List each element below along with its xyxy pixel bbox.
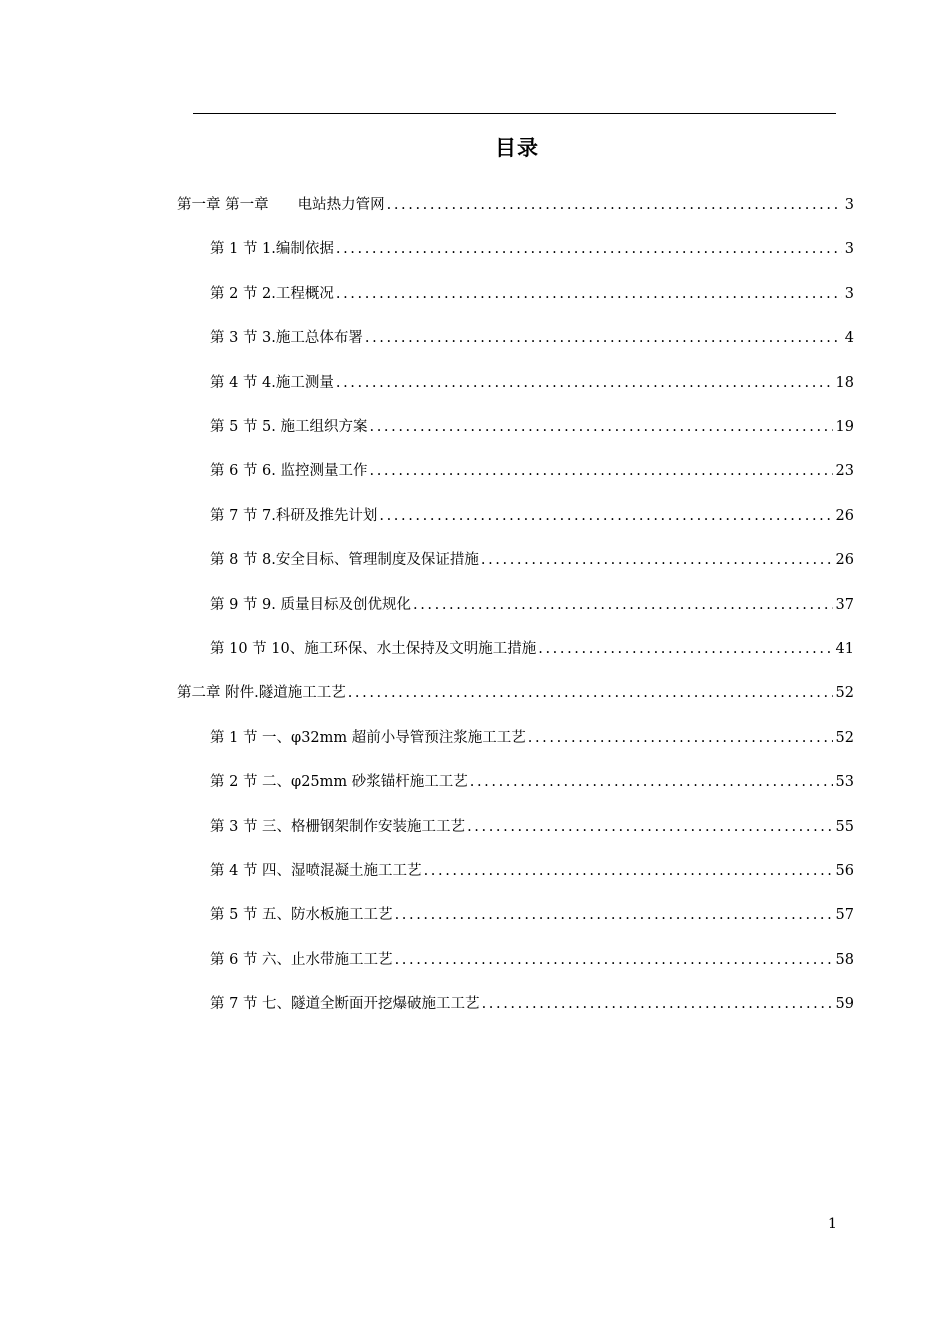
toc-dot-leader bbox=[348, 682, 833, 704]
toc-entry-label: 第 5 节 五、防水板施工工艺 bbox=[210, 907, 393, 924]
toc-dot-leader bbox=[467, 816, 832, 838]
toc-dot-leader bbox=[481, 549, 833, 571]
toc-entry-label: 第 4 节 四、湿喷混凝土施工工艺 bbox=[210, 863, 422, 879]
toc-entry-page: 3 bbox=[844, 241, 854, 258]
toc-dot-leader bbox=[387, 194, 842, 216]
toc-entry-page: 23 bbox=[835, 463, 854, 480]
toc-dot-leader bbox=[424, 860, 833, 882]
toc-section-entry[interactable] bbox=[210, 860, 854, 882]
toc-entry-label: 第 6 节 6. 监控测量工作 bbox=[210, 463, 368, 480]
toc-entry-label: 第 1 节 1.编制依据 bbox=[210, 241, 334, 258]
toc-entry-label: 第 7 节 7.科研及推先计划 bbox=[210, 507, 378, 524]
toc-entry-label: 第二章 附件.隧道施工工艺 bbox=[177, 685, 346, 702]
toc-entry-page: 26 bbox=[835, 552, 854, 569]
toc-section-entry[interactable] bbox=[210, 460, 854, 482]
toc-entry-page: 52 bbox=[835, 729, 854, 746]
toc-dot-leader bbox=[336, 372, 833, 394]
toc-section-entry[interactable] bbox=[210, 638, 854, 660]
toc-dot-leader bbox=[336, 283, 842, 305]
toc-chapter-entry[interactable] bbox=[177, 194, 854, 216]
toc-entry-label: 第 9 节 9. 质量目标及创优规化 bbox=[210, 596, 411, 613]
toc-dot-leader bbox=[370, 416, 833, 438]
toc-entry-label: 第 2 节 二、φ25mm 砂浆锚杆施工工艺 bbox=[210, 774, 468, 791]
toc-section-entry[interactable] bbox=[210, 283, 854, 305]
toc-section-entry[interactable] bbox=[210, 416, 854, 438]
toc-dot-leader bbox=[538, 638, 832, 660]
toc-dot-leader bbox=[379, 505, 832, 527]
toc-section-entry[interactable] bbox=[210, 993, 854, 1015]
toc-entry-label: 第 10 节 10、施工环保、水土保持及文明施工措施 bbox=[210, 641, 537, 657]
toc-dot-leader bbox=[336, 238, 842, 260]
toc-entry-page: 55 bbox=[835, 818, 854, 835]
toc-entry-page: 58 bbox=[835, 951, 854, 968]
toc-entry-page: 41 bbox=[835, 641, 854, 657]
toc-entry-label: 第 5 节 5. 施工组织方案 bbox=[210, 419, 368, 435]
toc-entry-page: 26 bbox=[835, 507, 854, 524]
toc-chapter-entry[interactable] bbox=[177, 682, 854, 704]
toc-entry-label: 第 7 节 七、隧道全断面开挖爆破施工工艺 bbox=[210, 996, 480, 1013]
toc-dot-leader bbox=[413, 594, 833, 616]
toc-section-entry[interactable] bbox=[210, 816, 854, 838]
toc-entry-page: 3 bbox=[844, 197, 854, 213]
toc-section-entry[interactable] bbox=[210, 238, 854, 260]
toc-entry-page: 37 bbox=[835, 596, 854, 613]
toc-section-entry[interactable] bbox=[210, 904, 854, 926]
toc-entry-label: 第 8 节 8.安全目标、管理制度及保证措施 bbox=[210, 552, 479, 569]
toc-dot-leader bbox=[365, 327, 842, 349]
toc-entry-page: 19 bbox=[835, 419, 854, 435]
toc-section-entry[interactable] bbox=[210, 372, 854, 394]
toc-dot-leader bbox=[528, 727, 833, 749]
toc-section-entry[interactable] bbox=[210, 771, 854, 793]
toc-entry-page: 4 bbox=[844, 330, 854, 347]
toc-dot-leader bbox=[482, 993, 833, 1015]
toc-entry-page: 3 bbox=[844, 285, 854, 302]
toc-entry-page: 57 bbox=[835, 907, 854, 924]
toc-entry-page: 18 bbox=[835, 374, 854, 391]
toc-entry-label: 第 3 节 三、格栅钢架制作安装施工工艺 bbox=[210, 818, 466, 835]
toc-entry-page: 59 bbox=[835, 996, 854, 1013]
toc-section-entry[interactable] bbox=[210, 727, 854, 749]
toc-entry-label: 第 6 节 六、止水带施工工艺 bbox=[210, 951, 393, 968]
toc-section-entry[interactable] bbox=[210, 505, 854, 527]
toc-entry-label: 第一章 第一章 电站热力管网 bbox=[177, 197, 385, 213]
toc-dot-leader bbox=[395, 904, 833, 926]
toc-section-entry[interactable] bbox=[210, 327, 854, 349]
toc-dot-leader bbox=[395, 949, 833, 971]
toc-dot-leader bbox=[370, 460, 833, 482]
toc-entry-page: 53 bbox=[835, 774, 854, 791]
page-title: 目录 bbox=[495, 136, 539, 160]
toc-entry-label: 第 1 节 一、φ32mm 超前小导管预注浆施工工艺 bbox=[210, 729, 526, 746]
toc-entry-label: 第 2 节 2.工程概况 bbox=[210, 285, 334, 302]
toc-section-entry[interactable] bbox=[210, 549, 854, 571]
toc-entry-label: 第 3 节 3.施工总体布署 bbox=[210, 330, 363, 347]
toc-section-entry[interactable] bbox=[210, 594, 854, 616]
toc-dot-leader bbox=[470, 771, 833, 793]
toc-entry-page: 56 bbox=[835, 863, 854, 879]
toc-entry-page: 52 bbox=[835, 685, 854, 702]
toc-entry-label: 第 4 节 4.施工测量 bbox=[210, 374, 334, 391]
toc-section-entry[interactable] bbox=[210, 949, 854, 971]
page-number: 1 bbox=[828, 1216, 837, 1232]
